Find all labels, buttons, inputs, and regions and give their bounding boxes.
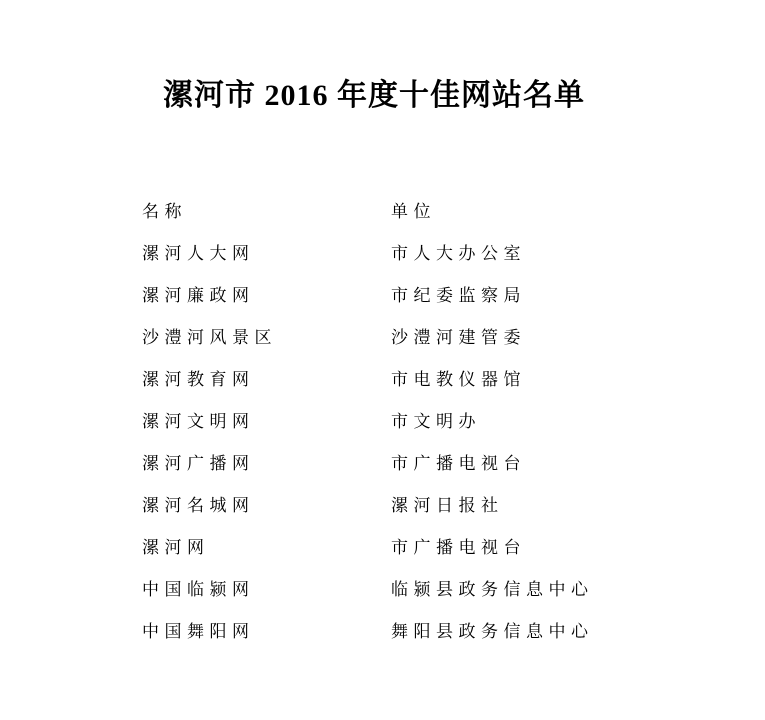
list-row — [142, 524, 606, 566]
website-name: 沙澧河风景区 — [142, 327, 277, 347]
website-name: 漯河廉政网 — [142, 285, 255, 305]
column-header-unit: 单位 — [391, 201, 436, 221]
website-unit: 市纪委监察局 — [391, 285, 526, 305]
website-name: 中国舞阳网 — [142, 621, 255, 641]
list-row — [142, 566, 606, 608]
website-unit: 沙澧河建管委 — [391, 327, 526, 347]
website-unit: 市文明办 — [391, 411, 481, 431]
document-content — [142, 0, 606, 650]
website-unit: 市广播电视台 — [391, 537, 526, 557]
website-unit: 市人大办公室 — [391, 243, 526, 263]
website-unit: 临颍县政务信息中心 — [391, 579, 594, 599]
website-unit: 舞阳县政务信息中心 — [391, 621, 594, 641]
page-title: 漯河市 2016 年度十佳网站名单 — [163, 79, 585, 112]
website-name: 漯河人大网 — [142, 243, 255, 263]
website-unit: 漯河日报社 — [391, 495, 504, 515]
list-row — [142, 314, 606, 356]
list-row — [142, 482, 606, 524]
list-row — [142, 230, 606, 272]
website-list — [142, 188, 606, 650]
list-row — [142, 356, 606, 398]
list-row — [142, 440, 606, 482]
website-name: 漯河网 — [142, 537, 210, 557]
website-name: 中国临颍网 — [142, 579, 255, 599]
list-row — [142, 272, 606, 314]
column-header-name: 名称 — [142, 201, 187, 221]
website-name: 漯河教育网 — [142, 369, 255, 389]
list-row — [142, 398, 606, 440]
list-header-row — [142, 188, 606, 230]
website-name: 漯河文明网 — [142, 411, 255, 431]
website-unit: 市广播电视台 — [391, 453, 526, 473]
website-unit: 市电教仪器馆 — [391, 369, 526, 389]
website-name: 漯河广播网 — [142, 453, 255, 473]
list-row — [142, 608, 606, 650]
website-name: 漯河名城网 — [142, 495, 255, 515]
